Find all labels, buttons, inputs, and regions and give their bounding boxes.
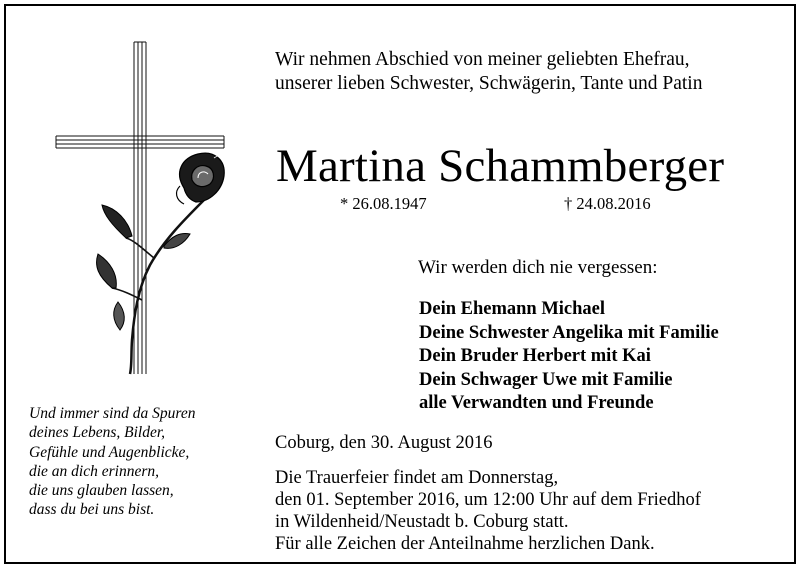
family-member: Dein Schwager Uwe mit Familie — [419, 369, 673, 390]
poem-line: die an dich erinnern, — [29, 462, 160, 480]
intro-line: unserer lieben Schwester, Schwägerin, Tante und Patin — [275, 73, 703, 94]
birth-date: * 26.08.1947 — [340, 194, 427, 213]
poem-line: Und immer sind da Spuren — [29, 405, 196, 422]
poem-line: dass du bei uns bist. — [29, 501, 155, 519]
poem-line: Gefühle und Augenblicke, — [29, 443, 190, 461]
deceased-name: Martina Schammberger — [276, 140, 725, 192]
funeral-service-text — [275, 467, 701, 555]
death-date: † 24.08.2016 — [564, 194, 651, 213]
poem-line: deines Lebens, Bilder, — [29, 424, 166, 442]
poem-line: die uns glauben lassen, — [29, 482, 174, 500]
never-forget-text: Wir werden dich nie vergessen: — [418, 257, 658, 278]
intro-line: Wir nehmen Abschied von meiner geliebten Ehefrau, — [275, 49, 690, 70]
cross-with-rose-icon — [54, 40, 234, 380]
family-member: alle Verwandten und Freunde — [419, 393, 654, 414]
service-line: Für alle Zeichen der Anteilnahme herzlichen Dank. — [275, 534, 655, 554]
obituary-frame — [4, 4, 796, 564]
service-line: Die Trauerfeier findet am Donnerstag, — [275, 468, 559, 488]
memorial-poem — [29, 404, 195, 520]
intro-text — [275, 48, 702, 96]
family-member: Dein Bruder Herbert mit Kai — [419, 346, 651, 367]
family-list — [419, 298, 719, 416]
place-date: Coburg, den 30. August 2016 — [275, 433, 493, 453]
service-line: den 01. September 2016, um 12:00 Uhr auf dem Friedhof — [275, 490, 701, 510]
family-member: Deine Schwester Angelika mit Familie — [419, 322, 719, 343]
family-member: Dein Ehemann Michael — [419, 299, 606, 319]
service-line: in Wildenheid/Neustadt b. Coburg statt. — [275, 512, 569, 532]
